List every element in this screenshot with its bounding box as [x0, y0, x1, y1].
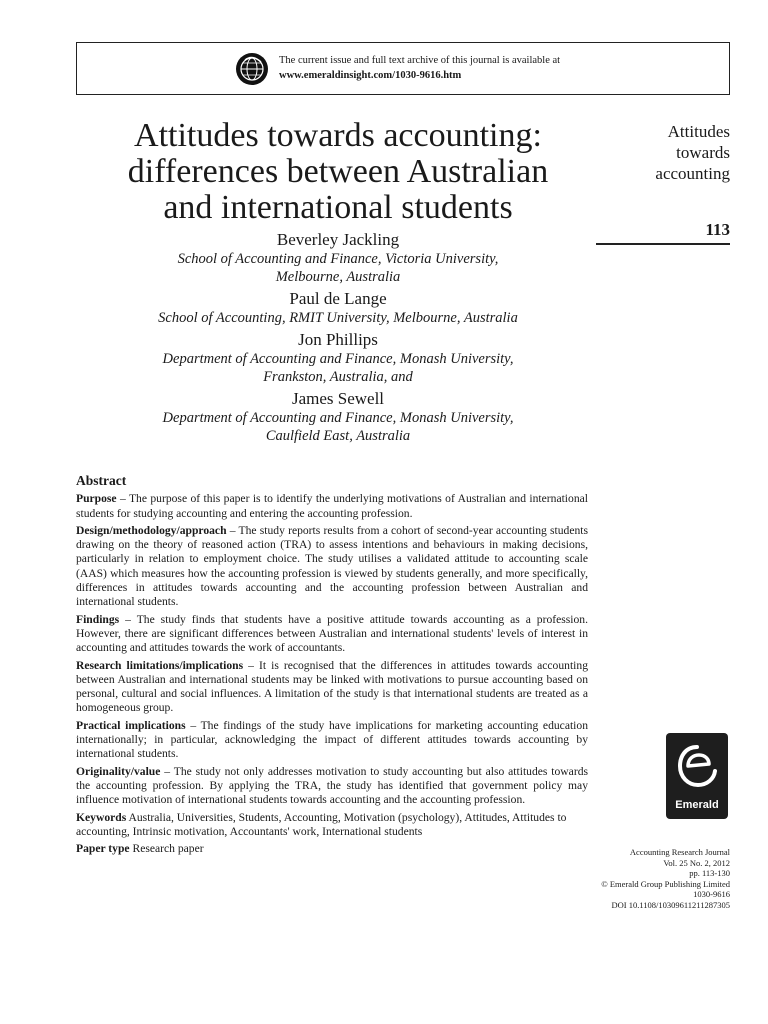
- journal-doi[interactable]: DOI 10.1108/10309611211287305: [611, 899, 730, 910]
- running-title: [590, 121, 730, 184]
- title-line: Attitudes towards accounting:: [134, 117, 542, 154]
- journal-availability-banner: [76, 42, 730, 95]
- section-text: – The study not only addresses motivation to study accounting but also attitudes towards the accounting profession. By applying the TRA, the study has identified that government policy may influence motivation of international students towards accounting and the accounting profession.: [76, 764, 588, 807]
- emerald-logo: [666, 733, 728, 819]
- section-label: Originality/value: [76, 764, 161, 778]
- journal-name: Accounting Research Journal: [629, 847, 730, 857]
- banner-text: [279, 53, 560, 83]
- section-label: Design/methodology/approach: [76, 523, 227, 537]
- section-text: – The findings of the study have implications for marketing accounting education internationally; in particular, acknowledging the impact of different attitudes towards accounting by international students.: [76, 718, 588, 761]
- journal-url-link[interactable]: www.emeraldinsight.com/1030-9616.htm: [279, 70, 462, 81]
- author-affiliation: [76, 409, 600, 445]
- keywords-text: Australia, Universities, Students, Accounting, Motivation (psychology), Attitudes, Attitudes to accounting, Intrinsic motivation, Accountants' work, International students: [76, 810, 567, 838]
- side-divider: [596, 243, 730, 245]
- author-list: [76, 230, 600, 448]
- affiliation-line: Melbourne, Australia: [275, 269, 401, 285]
- banner-line: The current issue and full text archive of this journal is available at: [279, 55, 561, 66]
- paper-type: [76, 842, 588, 856]
- keywords: [76, 811, 588, 840]
- section-text: – The purpose of this paper is to identify the underlying motivations of Australian and international students for studying accounting and entering the accounting profession.: [76, 492, 588, 520]
- journal-issn: 1030-9616: [693, 889, 730, 900]
- affiliation-line: Department of Accounting and Finance, Monash University,: [162, 351, 514, 367]
- paper-type-text: Research paper: [129, 842, 204, 856]
- abstract-heading: Abstract: [76, 473, 127, 488]
- abstract-section-design: [76, 524, 588, 610]
- journal-pages: pp. 113-130: [689, 868, 730, 879]
- page-number: 113: [705, 220, 730, 239]
- journal-copyright: © Emerald Group Publishing Limited: [601, 878, 730, 889]
- title-line: and international students: [163, 189, 513, 226]
- paper-title: [76, 118, 600, 226]
- section-text: – It is recognised that the differences in attitudes towards accounting between Australian and international students may be linked with motivations to pursue accounting based on personal, cultural and social influences. A limitation of the study is that international students are treated as a homogeneous group.: [76, 658, 588, 715]
- affiliation-line: School of Accounting and Finance, Victoria University,: [177, 251, 499, 267]
- section-text: – The study finds that students have a positive attitude towards accounting as a profession. However, there are significant differences between Australian and international students' levels of interest in accounting and attitudes towards the work of accountants.: [76, 612, 588, 655]
- running-title-line: accounting: [655, 164, 730, 183]
- title-line: differences between Australian: [127, 153, 549, 190]
- section-label: Research limitations/implications: [76, 658, 244, 672]
- running-title-line: Attitudes: [667, 122, 730, 141]
- author-affiliation: [76, 350, 600, 386]
- emerald-wordmark: Emerald: [675, 799, 719, 811]
- author-affiliation: [76, 309, 600, 327]
- affiliation-line: School of Accounting, RMIT University, Melbourne, Australia: [158, 310, 518, 326]
- emerald-swirl-icon: [674, 739, 720, 795]
- journal-volume: Vol. 25 No. 2, 2012: [663, 857, 730, 868]
- section-label: Purpose: [76, 492, 117, 506]
- section-label: Practical implications: [76, 718, 186, 732]
- abstract-section-findings: [76, 613, 588, 656]
- author-name: Paul de Lange: [289, 289, 387, 308]
- author-name: Beverley Jackling: [276, 230, 400, 249]
- abstract-section-purpose: [76, 492, 588, 521]
- abstract-section-limitations: [76, 659, 588, 716]
- abstract: [76, 474, 588, 859]
- section-text: – The study reports results from a cohort of second-year accounting students drawing on the theory of reasoned action (TRA) to assess intentions and behaviours in making decisions, particularly in relation to employment choice. The study utilises a validated attitude to accounting scale (AAS) which measures how the accounting profession is viewed by students generally, and more specifically, differences in attitudes towards accounting and the accounting profession between Australian and international students.: [76, 523, 588, 609]
- running-title-line: towards: [676, 143, 730, 162]
- affiliation-line: Frankston, Australia, and: [263, 369, 413, 385]
- affiliation-line: Department of Accounting and Finance, Monash University,: [162, 410, 514, 426]
- author-name: Jon Phillips: [298, 330, 378, 349]
- paper-type-label: Paper type: [76, 842, 130, 856]
- section-label: Findings: [76, 612, 120, 626]
- abstract-section-practical: [76, 719, 588, 762]
- globe-icon: [235, 52, 269, 86]
- abstract-section-originality: [76, 765, 588, 808]
- author-affiliation: [76, 250, 600, 286]
- keywords-label: Keywords: [76, 810, 127, 824]
- journal-citation-info: [530, 847, 730, 911]
- author-name: James Sewell: [291, 389, 385, 408]
- affiliation-line: Caulfield East, Australia: [265, 428, 411, 444]
